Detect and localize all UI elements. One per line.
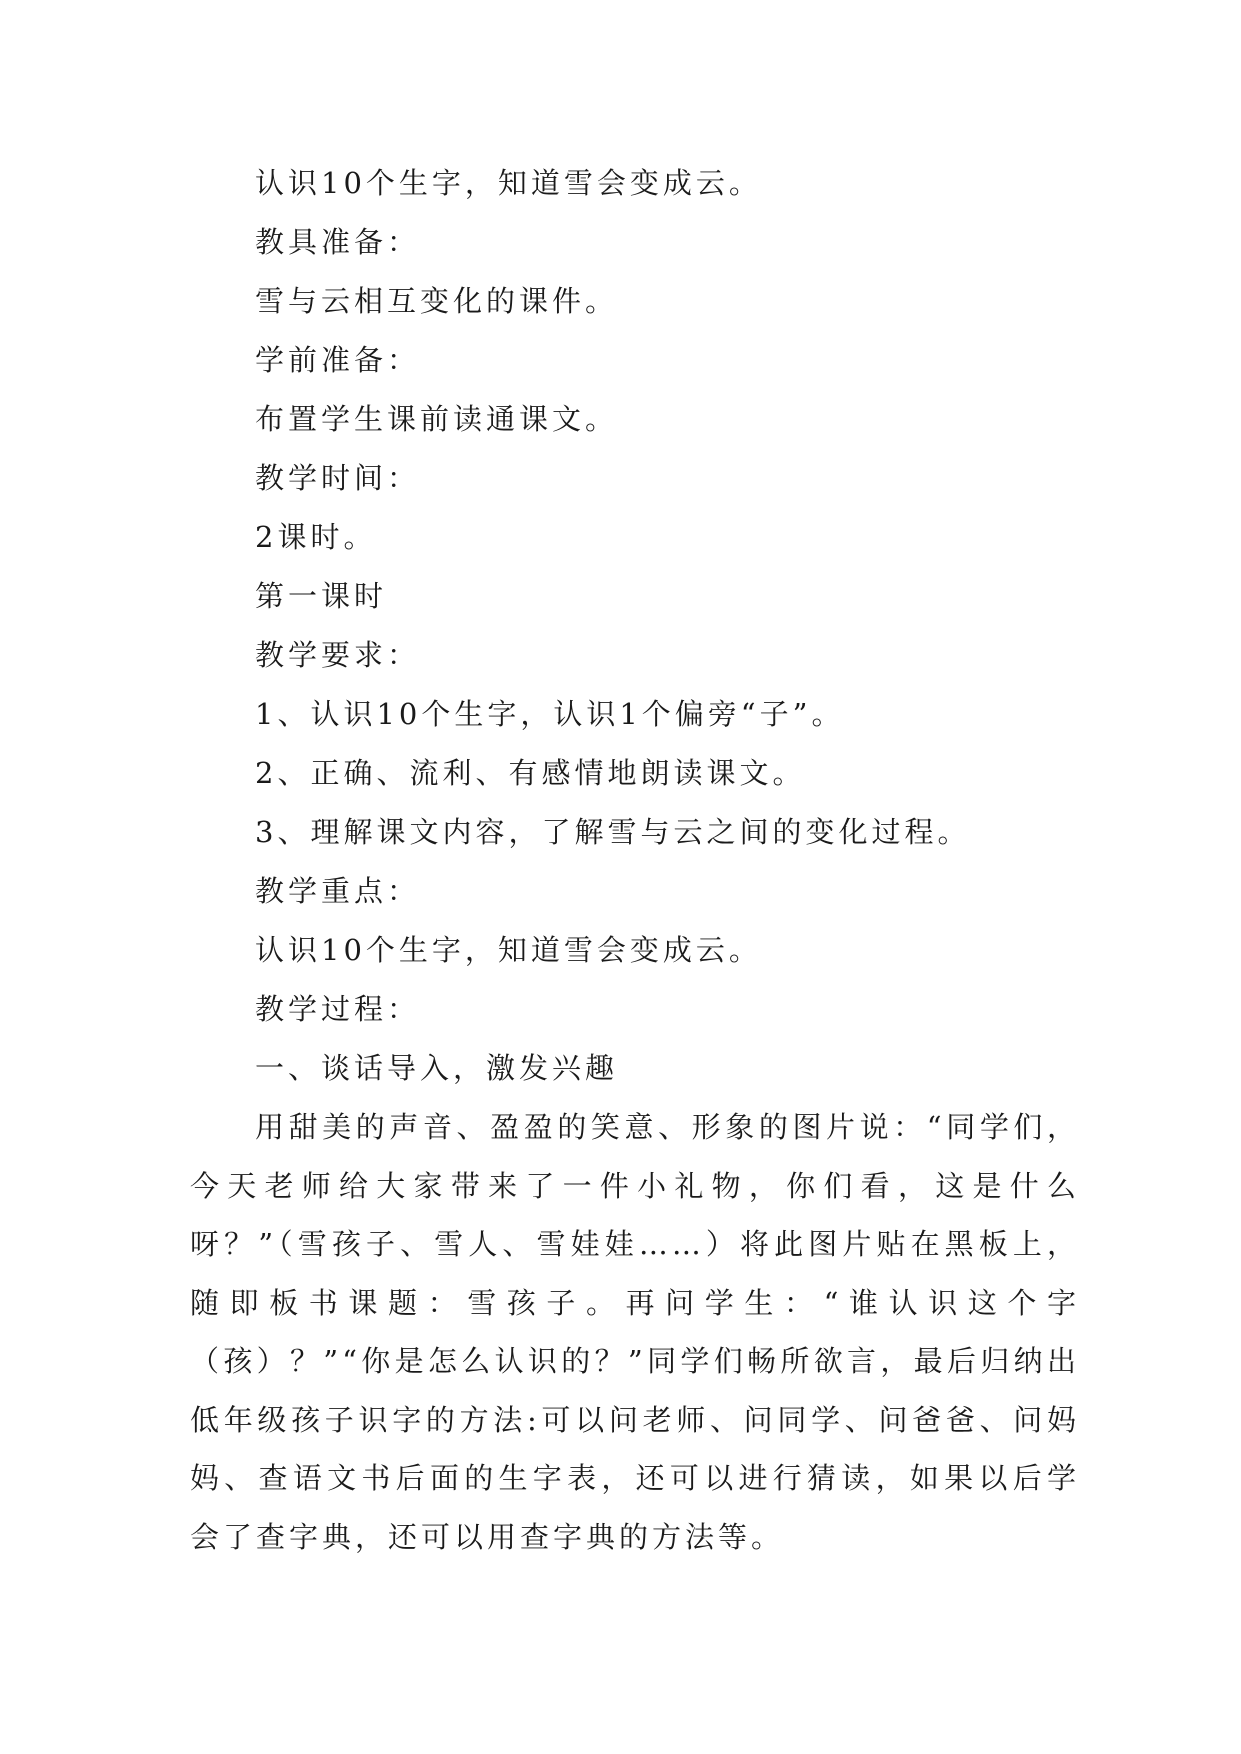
line-key-points: 认识10个生字，知道雪会变成云。 xyxy=(255,933,762,967)
line-requirement-3: 3、理解课文内容，了解雪与云之间的变化过程。 xyxy=(255,815,971,849)
line-lesson-heading: 第一课时 xyxy=(255,579,388,613)
line-teaching-aids: 雪与云相互变化的课件。 xyxy=(255,284,619,318)
line-time-heading: 教学时间： xyxy=(255,461,421,495)
line-preparation-heading: 学前准备： xyxy=(255,343,421,377)
line-requirement-1: 1、认识10个生字，认识1个偏旁“子”。 xyxy=(255,697,845,731)
line-requirements-heading: 教学要求： xyxy=(255,638,421,672)
line-process-heading: 教学过程： xyxy=(255,992,421,1026)
line-objective: 认识10个生字，知道雪会变成云。 xyxy=(255,166,762,200)
line-teaching-aids-heading: 教具准备： xyxy=(255,225,421,259)
line-preparation: 布置学生课前读通课文。 xyxy=(255,402,619,436)
document-body xyxy=(190,154,1080,1566)
body-paragraph: 用甜美的声音、盈盈的笑意、形象的图片说：“同学们，今天老师给大家带来了一件小礼物，你们看，这是什么呀？”（雪孩子、雪人、雪娃娃……）将此图片贴在黑板上，随即板书课题：雪孩子。再问学生：“谁认识这个字（孩）？”“你是怎么认识的？”同学们畅所欲言，最后归纳出低年级孩子识字的方法:可以问老师、问同学、问爸爸、问妈妈、查语文书后面的生字表，还可以进行猜读，如果以后学会了查字典，还可以用查字典的方法等。 xyxy=(190,1110,1080,1554)
line-key-points-heading: 教学重点： xyxy=(255,874,421,908)
line-time: 2课时。 xyxy=(255,520,377,554)
line-requirement-2: 2、正确、流利、有感情地朗读课文。 xyxy=(255,756,806,790)
line-section-one: 一、谈话导入，激发兴趣 xyxy=(255,1051,619,1085)
